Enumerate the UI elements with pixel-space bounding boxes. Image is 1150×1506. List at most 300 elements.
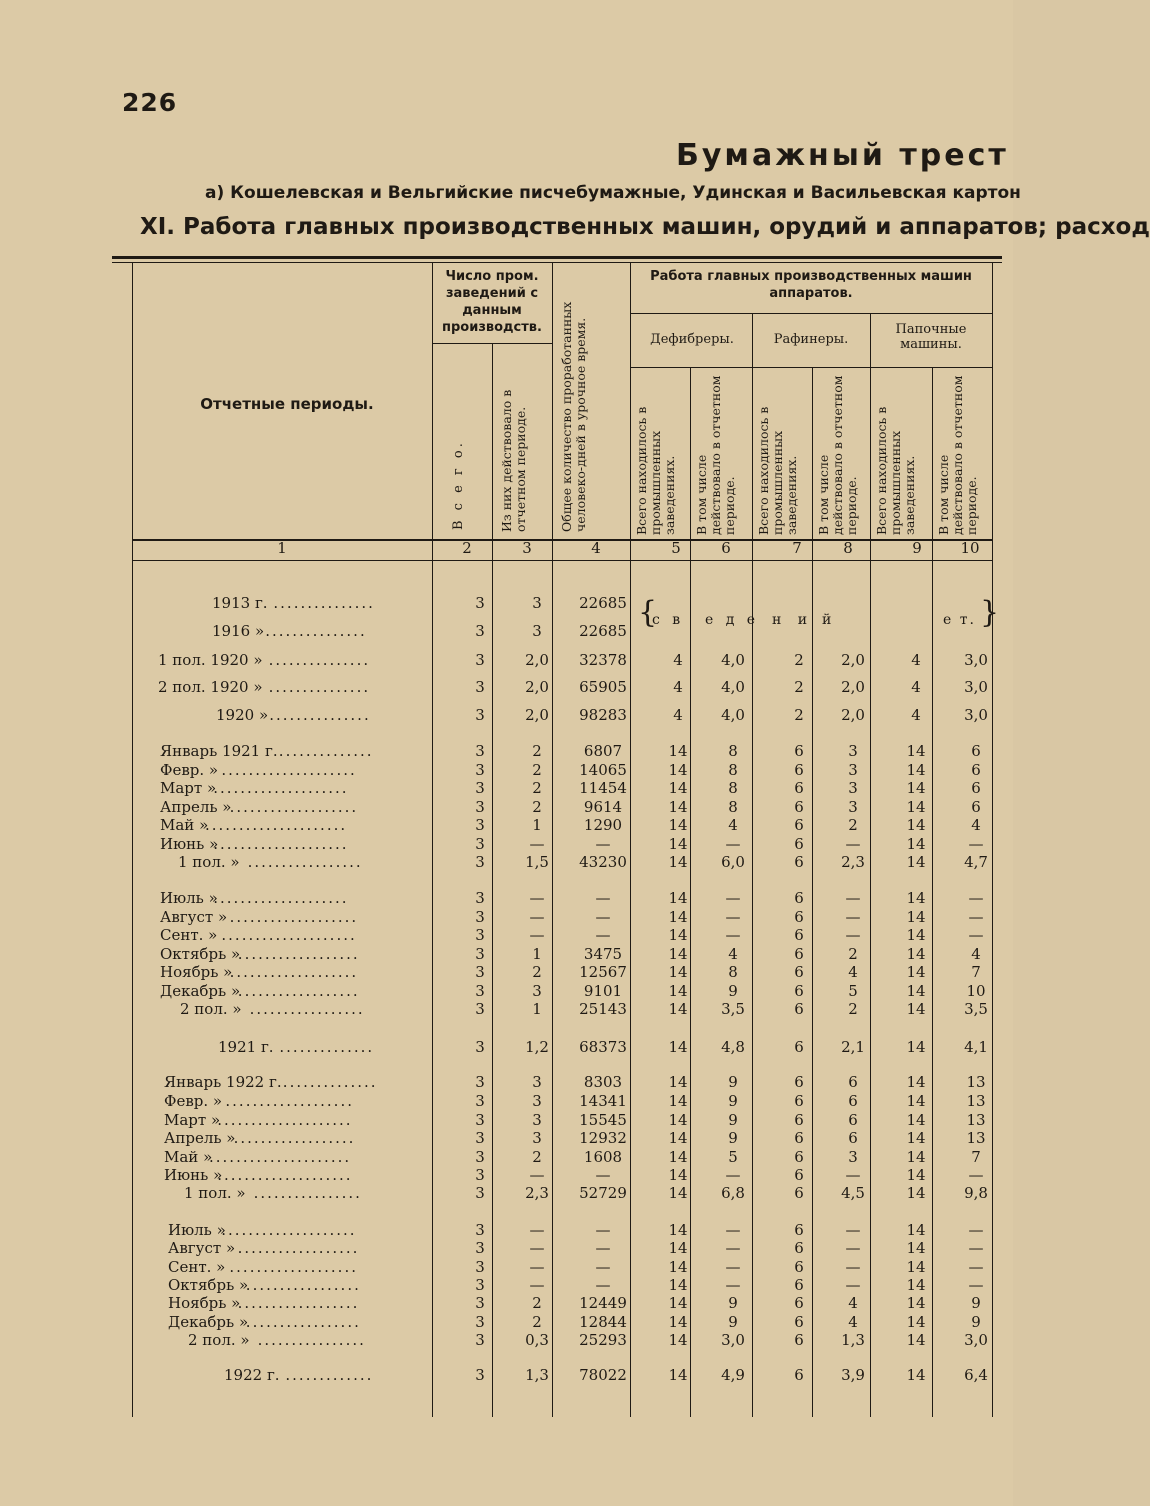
table-row <box>0 1073 1013 1091</box>
table-cell: 0,3 <box>525 1331 549 1349</box>
table-cell: 3 <box>848 742 858 760</box>
leader-dots: ..................... <box>205 816 348 834</box>
row-label: 1913 г. <box>212 594 268 612</box>
table-row <box>0 651 1013 669</box>
subheader-rule-c <box>630 367 992 368</box>
row-label: 2 пол. » <box>180 1000 242 1018</box>
table-cell: 6,8 <box>721 1184 745 1202</box>
table-row <box>0 1331 1013 1349</box>
table-cell: 2 <box>848 1000 858 1018</box>
table-cell: 3 <box>475 963 485 981</box>
table-cell: 14 <box>668 1129 688 1147</box>
table-cell: 3 <box>475 1239 485 1257</box>
table-cell: — <box>845 1166 861 1184</box>
table-cell: 4 <box>848 963 858 981</box>
table-cell: 14 <box>906 1129 926 1147</box>
table-row <box>0 853 1013 871</box>
leader-dots: ................. <box>245 1313 361 1331</box>
row-label: 1916 » <box>212 622 265 640</box>
table-cell: 4,9 <box>721 1366 745 1384</box>
table-cell: 7 <box>971 1148 981 1166</box>
table-cell: 6 <box>794 1073 804 1091</box>
table-row <box>0 706 1013 724</box>
table-top-rule <box>112 256 1002 259</box>
table-cell: 8 <box>728 779 738 797</box>
table-cell: 14 <box>906 982 926 1000</box>
table-cell: 3 <box>475 1184 485 1202</box>
table-cell: — <box>529 1221 545 1239</box>
table-cell: — <box>595 926 611 944</box>
table-cell: 14 <box>668 779 688 797</box>
table-cell: 6 <box>794 835 804 853</box>
table-cell: — <box>725 1166 741 1184</box>
num-establishments-header: Число пром. заведений с данным производств. <box>442 269 542 335</box>
table-cell: 3,0 <box>964 678 988 696</box>
leader-dots: ................. <box>247 853 363 871</box>
page-title: Бумажный трест <box>676 138 1009 173</box>
table-row <box>0 761 1013 779</box>
table-cell: 3 <box>475 678 485 696</box>
table-cell: — <box>968 926 984 944</box>
table-cell: — <box>725 835 741 853</box>
table-cell: 6 <box>794 1331 804 1349</box>
row-label: Март » <box>164 1111 221 1129</box>
table-cell: 14 <box>668 798 688 816</box>
table-cell: 2,0 <box>525 678 549 696</box>
table-cell: 65905 <box>579 678 627 696</box>
table-row <box>0 1000 1013 1018</box>
row-label: Май » <box>160 816 209 834</box>
section-heading: XI. Работа главных производственных машин, орудий и аппаратов; расход <box>140 214 1150 240</box>
table-cell: 3 <box>475 1092 485 1110</box>
table-row <box>0 678 1013 696</box>
table-cell: 6 <box>794 1366 804 1384</box>
table-cell: 7 <box>971 963 981 981</box>
table-cell: 14341 <box>579 1092 627 1110</box>
leader-dots: .............. <box>278 742 374 760</box>
sub-operated-header: В том числе действовало в отчетном периоде. <box>936 375 979 535</box>
column-number-8: 8 <box>843 539 853 557</box>
table-cell: 2 <box>532 963 542 981</box>
table-cell: — <box>595 889 611 907</box>
table-cell: — <box>529 1258 545 1276</box>
table-cell: 9 <box>728 1111 738 1129</box>
table-cell: 9,8 <box>964 1184 988 1202</box>
table-cell: 1 <box>532 945 542 963</box>
table-cell: 3 <box>848 1148 858 1166</box>
table-cell: 14 <box>906 835 926 853</box>
leader-dots: .................. <box>237 1294 360 1312</box>
table-cell: 3 <box>532 1092 542 1110</box>
leader-dots: .................. <box>233 1129 356 1147</box>
table-cell: — <box>968 908 984 926</box>
table-cell: 2,0 <box>841 706 865 724</box>
row-label: Февр. » <box>164 1092 223 1110</box>
leader-dots: .................. <box>237 945 360 963</box>
table-cell: 9614 <box>583 798 623 816</box>
table-cell: 14 <box>668 926 688 944</box>
table-cell: — <box>968 1276 984 1294</box>
table-cell: 3 <box>475 1148 485 1166</box>
table-cell: 8 <box>728 761 738 779</box>
leader-dots: ................. <box>245 1276 361 1294</box>
table-cell: — <box>968 1221 984 1239</box>
table-cell: 4 <box>971 945 981 963</box>
table-cell: 6 <box>971 761 981 779</box>
table-row <box>0 945 1013 963</box>
table-cell: 2 <box>532 742 542 760</box>
table-cell: 4,5 <box>841 1184 865 1202</box>
table-cell: 14 <box>668 816 688 834</box>
table-cell: 14 <box>906 1111 926 1129</box>
table-cell: — <box>968 1258 984 1276</box>
table-cell: 2,3 <box>841 853 865 871</box>
table-cell: 4 <box>911 651 921 669</box>
table-cell: — <box>595 1258 611 1276</box>
table-cell: 1 <box>532 816 542 834</box>
table-cell: — <box>529 1239 545 1257</box>
leader-dots: .................... <box>217 1166 353 1184</box>
row-label: 2 пол. 1920 » <box>158 678 263 696</box>
table-cell: 2,0 <box>525 706 549 724</box>
table-cell: 3 <box>475 1366 485 1384</box>
table-cell: 3 <box>475 853 485 871</box>
table-cell: — <box>595 1276 611 1294</box>
table-row <box>0 1038 1013 1056</box>
table-cell: 14 <box>668 1038 688 1056</box>
table-cell: — <box>968 1239 984 1257</box>
table-cell: 2 <box>532 761 542 779</box>
table-cell: 9 <box>728 1294 738 1312</box>
leader-dots: ................ <box>257 1331 366 1349</box>
table-cell: 6 <box>794 742 804 760</box>
table-cell: 3,9 <box>841 1366 865 1384</box>
table-cell: 14065 <box>579 761 627 779</box>
table-cell: 1,2 <box>525 1038 549 1056</box>
sub-total-header: Всего находилось в промышленных заведениях. <box>756 406 799 535</box>
table-row <box>0 963 1013 981</box>
table-cell: 13 <box>966 1073 986 1091</box>
leader-dots: ................. <box>249 1000 365 1018</box>
table-cell: 6 <box>794 1184 804 1202</box>
table-cell: 9 <box>728 1092 738 1110</box>
table-cell: 2 <box>848 945 858 963</box>
leader-dots: .................. <box>237 1239 360 1257</box>
column-number-3: 3 <box>522 539 532 557</box>
table-cell: 3 <box>532 1129 542 1147</box>
table-row <box>0 594 1013 612</box>
table-cell: — <box>845 908 861 926</box>
table-cell: 2 <box>794 651 804 669</box>
man-days-header: Общее количество проработанных человеко-дней в урочное время. <box>559 301 588 532</box>
table-cell: — <box>725 889 741 907</box>
table-cell: 9 <box>728 982 738 1000</box>
table-cell: 3 <box>475 982 485 1000</box>
table-cell: 3 <box>475 1073 485 1091</box>
table-cell: 3,0 <box>964 651 988 669</box>
table-cell: 14 <box>668 1258 688 1276</box>
leader-dots: ............... <box>268 678 371 696</box>
table-cell: 14 <box>906 1276 926 1294</box>
column-number-10: 10 <box>960 539 980 557</box>
no-data-note-3: н и <box>772 612 814 628</box>
table-cell: 6 <box>794 908 804 926</box>
table-cell: 6 <box>794 779 804 797</box>
table-cell: 14 <box>906 945 926 963</box>
table-cell: 14 <box>906 963 926 981</box>
leader-dots: .............. <box>279 1038 375 1056</box>
table-cell: 14 <box>906 1092 926 1110</box>
periods-header: Отчетные периоды. <box>200 395 374 413</box>
table-cell: 6 <box>794 1092 804 1110</box>
table-cell: 3 <box>475 1000 485 1018</box>
column-number-9: 9 <box>912 539 922 557</box>
leader-dots: .............. <box>282 1073 378 1091</box>
row-label: Май » <box>164 1148 213 1166</box>
table-cell: 3 <box>532 982 542 1000</box>
table-cell: 3 <box>475 1313 485 1331</box>
table-top-rule-thin <box>112 262 1002 263</box>
no-data-note-2: е д е <box>705 612 760 628</box>
leader-dots: ................... <box>229 798 359 816</box>
subheader-rule-b <box>630 313 992 314</box>
leader-dots: ............... <box>265 622 367 640</box>
table-row <box>0 1166 1013 1184</box>
table-cell: 6 <box>971 798 981 816</box>
table-cell: 6 <box>794 1258 804 1276</box>
leader-dots: .................... <box>221 761 357 779</box>
table-cell: 12449 <box>579 1294 627 1312</box>
table-cell: 14 <box>906 779 926 797</box>
table-row <box>0 835 1013 853</box>
table-row <box>0 908 1013 926</box>
table-cell: 4 <box>848 1313 858 1331</box>
page-number: 226 <box>122 88 178 117</box>
table-cell: 6 <box>848 1073 858 1091</box>
table-cell: 14 <box>668 853 688 871</box>
table-cell: 3 <box>475 926 485 944</box>
row-label: Апрель » <box>160 798 232 816</box>
table-cell: 3,5 <box>721 1000 745 1018</box>
row-label: Август » <box>160 908 228 926</box>
table-cell: 6 <box>794 1000 804 1018</box>
row-label: Июль » <box>160 889 218 907</box>
column-number-7: 7 <box>792 539 802 557</box>
table-cell: 2,0 <box>841 678 865 696</box>
row-label: Сент. » <box>168 1258 226 1276</box>
operated-header: Из них действовало в отчетном периоде. <box>499 389 528 532</box>
table-cell: — <box>529 889 545 907</box>
table-cell: 3 <box>475 1111 485 1129</box>
table-cell: 2,1 <box>841 1038 865 1056</box>
row-label: Август » <box>168 1239 236 1257</box>
table-cell: 3 <box>532 594 542 612</box>
table-cell: 14 <box>906 1239 926 1257</box>
table-cell: 3 <box>475 742 485 760</box>
table-cell: 8303 <box>583 1073 623 1091</box>
table-cell: 6 <box>794 945 804 963</box>
table-cell: 8 <box>728 798 738 816</box>
table-cell: 25143 <box>579 1000 627 1018</box>
table-cell: 6 <box>794 1129 804 1147</box>
table-cell: 4 <box>728 945 738 963</box>
table-cell: 4 <box>673 678 683 696</box>
table-cell: 3 <box>532 1111 542 1129</box>
table-cell: 8 <box>728 742 738 760</box>
refiners-header: Рафинеры. <box>773 332 849 347</box>
table-cell: 3 <box>532 1073 542 1091</box>
table-cell: — <box>845 1221 861 1239</box>
table-cell: 3 <box>475 889 485 907</box>
table-cell: 3 <box>532 622 542 640</box>
machines-group-header: Работа главных производственных машин аппаратов. <box>650 269 972 301</box>
table-cell: 14 <box>668 1166 688 1184</box>
table-cell: 6 <box>794 1294 804 1312</box>
table-cell: 14 <box>668 1000 688 1018</box>
right-brace: } <box>980 595 1000 630</box>
table-cell: — <box>845 1276 861 1294</box>
leader-dots: .................... <box>213 835 349 853</box>
table-cell: — <box>845 889 861 907</box>
table-cell: 6 <box>794 982 804 1000</box>
table-cell: 8 <box>728 963 738 981</box>
table-cell: 3 <box>848 761 858 779</box>
table-cell: 2 <box>532 1148 542 1166</box>
table-cell: 1290 <box>583 816 623 834</box>
table-cell: 14 <box>906 1294 926 1312</box>
leader-dots: ................ <box>253 1184 362 1202</box>
row-label: 2 пол. » <box>188 1331 250 1349</box>
table-row <box>0 1221 1013 1239</box>
table-cell: 6 <box>848 1111 858 1129</box>
table-cell: 4,7 <box>964 853 988 871</box>
table-cell: 14 <box>906 1000 926 1018</box>
table-cell: 5 <box>848 982 858 1000</box>
table-row <box>0 1184 1013 1202</box>
table-cell: 1,3 <box>525 1366 549 1384</box>
table-cell: 22685 <box>579 594 627 612</box>
leader-dots: ............... <box>269 706 371 724</box>
table-row <box>0 1092 1013 1110</box>
table-cell: 6 <box>794 963 804 981</box>
table-cell: 9 <box>971 1294 981 1312</box>
table-cell: 14 <box>668 1221 688 1239</box>
table-cell: 3 <box>848 779 858 797</box>
table-cell: 14 <box>668 1148 688 1166</box>
table-cell: 4 <box>673 706 683 724</box>
leader-dots: .................... <box>213 779 349 797</box>
table-cell: 9 <box>728 1073 738 1091</box>
table-cell: — <box>595 1221 611 1239</box>
table-cell: — <box>968 835 984 853</box>
table-cell: 14 <box>906 1366 926 1384</box>
table-cell: 3 <box>475 706 485 724</box>
table-cell: 6 <box>794 1111 804 1129</box>
table-cell: 3,0 <box>721 1331 745 1349</box>
table-cell: — <box>725 1258 741 1276</box>
table-cell: 4,0 <box>721 678 745 696</box>
table-cell: 14 <box>906 761 926 779</box>
table-cell: 4,8 <box>721 1038 745 1056</box>
table-row <box>0 1258 1013 1276</box>
table-cell: 12567 <box>579 963 627 981</box>
table-cell: 3 <box>475 761 485 779</box>
table-cell: 2 <box>532 1313 542 1331</box>
table-cell: 1,5 <box>525 853 549 871</box>
table-cell: — <box>529 1276 545 1294</box>
table-cell: 3 <box>475 835 485 853</box>
table-cell: 4 <box>911 706 921 724</box>
table-cell: 14 <box>906 1166 926 1184</box>
table-cell: — <box>845 1239 861 1257</box>
leader-dots: ............... <box>268 651 371 669</box>
table-cell: 14 <box>668 1184 688 1202</box>
table-cell: 10 <box>966 982 986 1000</box>
table-cell: 14 <box>668 1294 688 1312</box>
table-cell: 14 <box>906 1038 926 1056</box>
table-cell: 4 <box>728 816 738 834</box>
row-label: 1921 г. <box>218 1038 274 1056</box>
row-label: 1 пол. » <box>178 853 240 871</box>
table-cell: — <box>845 926 861 944</box>
table-cell: 13 <box>966 1129 986 1147</box>
table-cell: — <box>595 1239 611 1257</box>
table-cell: 14 <box>906 1331 926 1349</box>
table-cell: 6 <box>794 761 804 779</box>
table-cell: — <box>845 835 861 853</box>
table-cell: 3 <box>475 651 485 669</box>
table-cell: 9101 <box>583 982 623 1000</box>
table-cell: 3 <box>475 1331 485 1349</box>
leader-dots: .................... <box>213 889 349 907</box>
table-cell: 3 <box>475 1294 485 1312</box>
sub-operated-header: В том числе действовало в отчетном периоде. <box>816 375 859 535</box>
table-cell: — <box>725 1221 741 1239</box>
table-cell: 6807 <box>583 742 623 760</box>
table-cell: 3 <box>475 1276 485 1294</box>
table-cell: 14 <box>906 742 926 760</box>
row-label: 1920 » <box>216 706 269 724</box>
table-row <box>0 742 1013 760</box>
column-number-1: 1 <box>277 539 287 557</box>
page-subtitle: а) Кошелевская и Вельгийские писчебумажные, Удинская и Васильевская картон <box>205 183 1021 203</box>
table-row <box>0 926 1013 944</box>
table-cell: 9 <box>971 1313 981 1331</box>
leader-dots: ................... <box>225 1092 354 1110</box>
row-label: 1922 г. <box>224 1366 280 1384</box>
table-cell: 2 <box>794 678 804 696</box>
table-cell: 2 <box>848 816 858 834</box>
table-cell: 2,3 <box>525 1184 549 1202</box>
table-cell: 14 <box>906 1073 926 1091</box>
table-cell: 3,0 <box>964 1331 988 1349</box>
table-cell: 14 <box>906 1221 926 1239</box>
table-cell: 78022 <box>579 1366 627 1384</box>
table-cell: 32378 <box>579 651 627 669</box>
table-cell: 6 <box>794 853 804 871</box>
table-cell: — <box>529 1166 545 1184</box>
table-cell: 3 <box>475 1258 485 1276</box>
row-label: Декабрь » <box>168 1313 249 1331</box>
table-cell: 12844 <box>579 1313 627 1331</box>
table-cell: 4,0 <box>721 706 745 724</box>
table-cell: 2 <box>794 706 804 724</box>
row-label: 1 пол. » <box>184 1184 246 1202</box>
row-label: Октябрь » <box>168 1276 249 1294</box>
table-cell: 3 <box>475 945 485 963</box>
table-cell: 13 <box>966 1092 986 1110</box>
table-cell: — <box>968 1166 984 1184</box>
